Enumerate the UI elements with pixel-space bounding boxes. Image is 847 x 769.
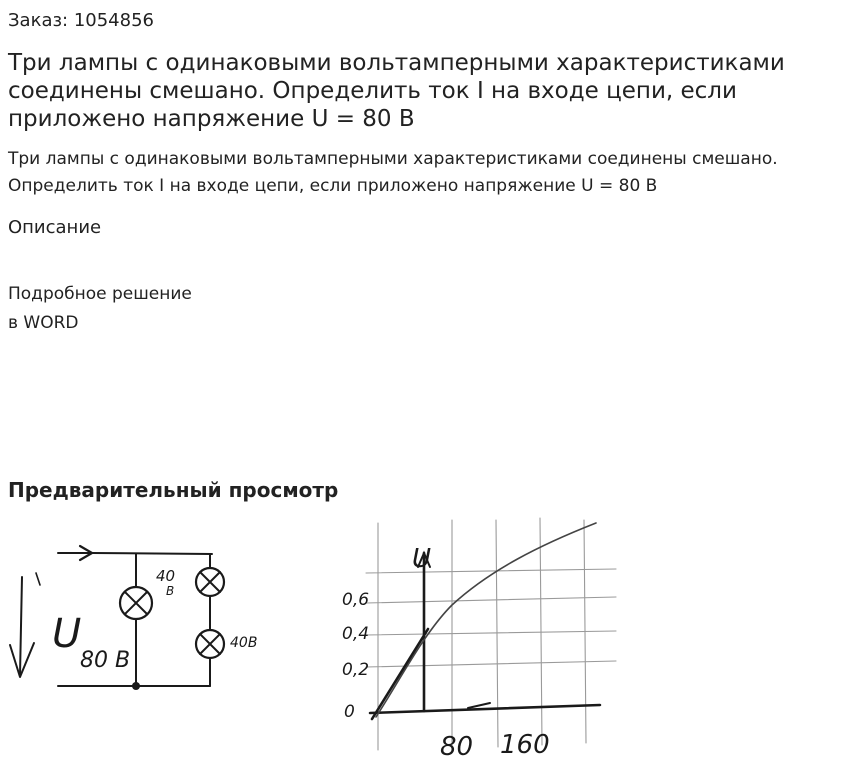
circuit-u-label: U bbox=[52, 611, 82, 657]
graph-y-tick: 0,4 bbox=[342, 624, 370, 644]
grid-line bbox=[496, 520, 498, 747]
lamp2-label: 40B bbox=[230, 635, 258, 651]
preview-heading: Предварительный просмотр bbox=[8, 478, 339, 502]
voltage-arrow-head bbox=[10, 643, 34, 677]
graph-y-tick: 0,2 bbox=[342, 660, 370, 680]
grid-line bbox=[366, 569, 616, 573]
page-title: Три лампы с одинаковыми вольтамперными характеристиками соединены смешано. Определить ток I на входе цепи, если приложено напряжение U = 80 В bbox=[8, 50, 785, 132]
graph-x-tick: 160 bbox=[500, 730, 550, 760]
vac-graph bbox=[366, 518, 616, 750]
voltage-tick bbox=[36, 573, 40, 585]
graph-x-tick: 80 bbox=[440, 732, 474, 762]
grid-line bbox=[366, 597, 616, 603]
graph-y-tick: 0 bbox=[344, 702, 355, 722]
vac-curve bbox=[376, 523, 596, 717]
lamp1-label: 40 bbox=[156, 567, 176, 585]
graph-y-tick: 0,6 bbox=[342, 590, 370, 610]
task-statement: Три лампы с одинаковыми вольтамперными характеристиками соединены смешано. Определить ток I на входе цепи, если приложено напряжение U = 80 В bbox=[8, 149, 778, 196]
x-axis-mark bbox=[468, 703, 490, 708]
preview-sketch bbox=[0, 515, 620, 765]
operating-line bbox=[372, 629, 428, 719]
voltage-arrow-icon bbox=[20, 577, 22, 675]
circuit-top-wire bbox=[58, 553, 212, 554]
graph-x-axis bbox=[370, 705, 600, 713]
order-number: Заказ: 1054856 bbox=[8, 10, 154, 31]
lamp-right-top-cross bbox=[200, 572, 220, 592]
description-heading: Описание bbox=[8, 217, 102, 238]
lamp-left-cross bbox=[125, 592, 147, 614]
grid-line bbox=[366, 631, 616, 635]
description-body bbox=[8, 280, 192, 338]
graph-y-label: U bbox=[412, 544, 432, 574]
junction-dot bbox=[132, 682, 140, 690]
preview-image bbox=[0, 515, 620, 765]
graph-grid bbox=[366, 518, 616, 750]
description-line: Подробное решение bbox=[8, 284, 192, 304]
description-line: в WORD bbox=[8, 313, 79, 333]
lamp1-unit: B bbox=[166, 584, 175, 598]
lamp-right-bottom-cross bbox=[200, 634, 220, 654]
grid-line bbox=[540, 518, 542, 745]
circuit-u-value: 80 B bbox=[80, 648, 131, 673]
